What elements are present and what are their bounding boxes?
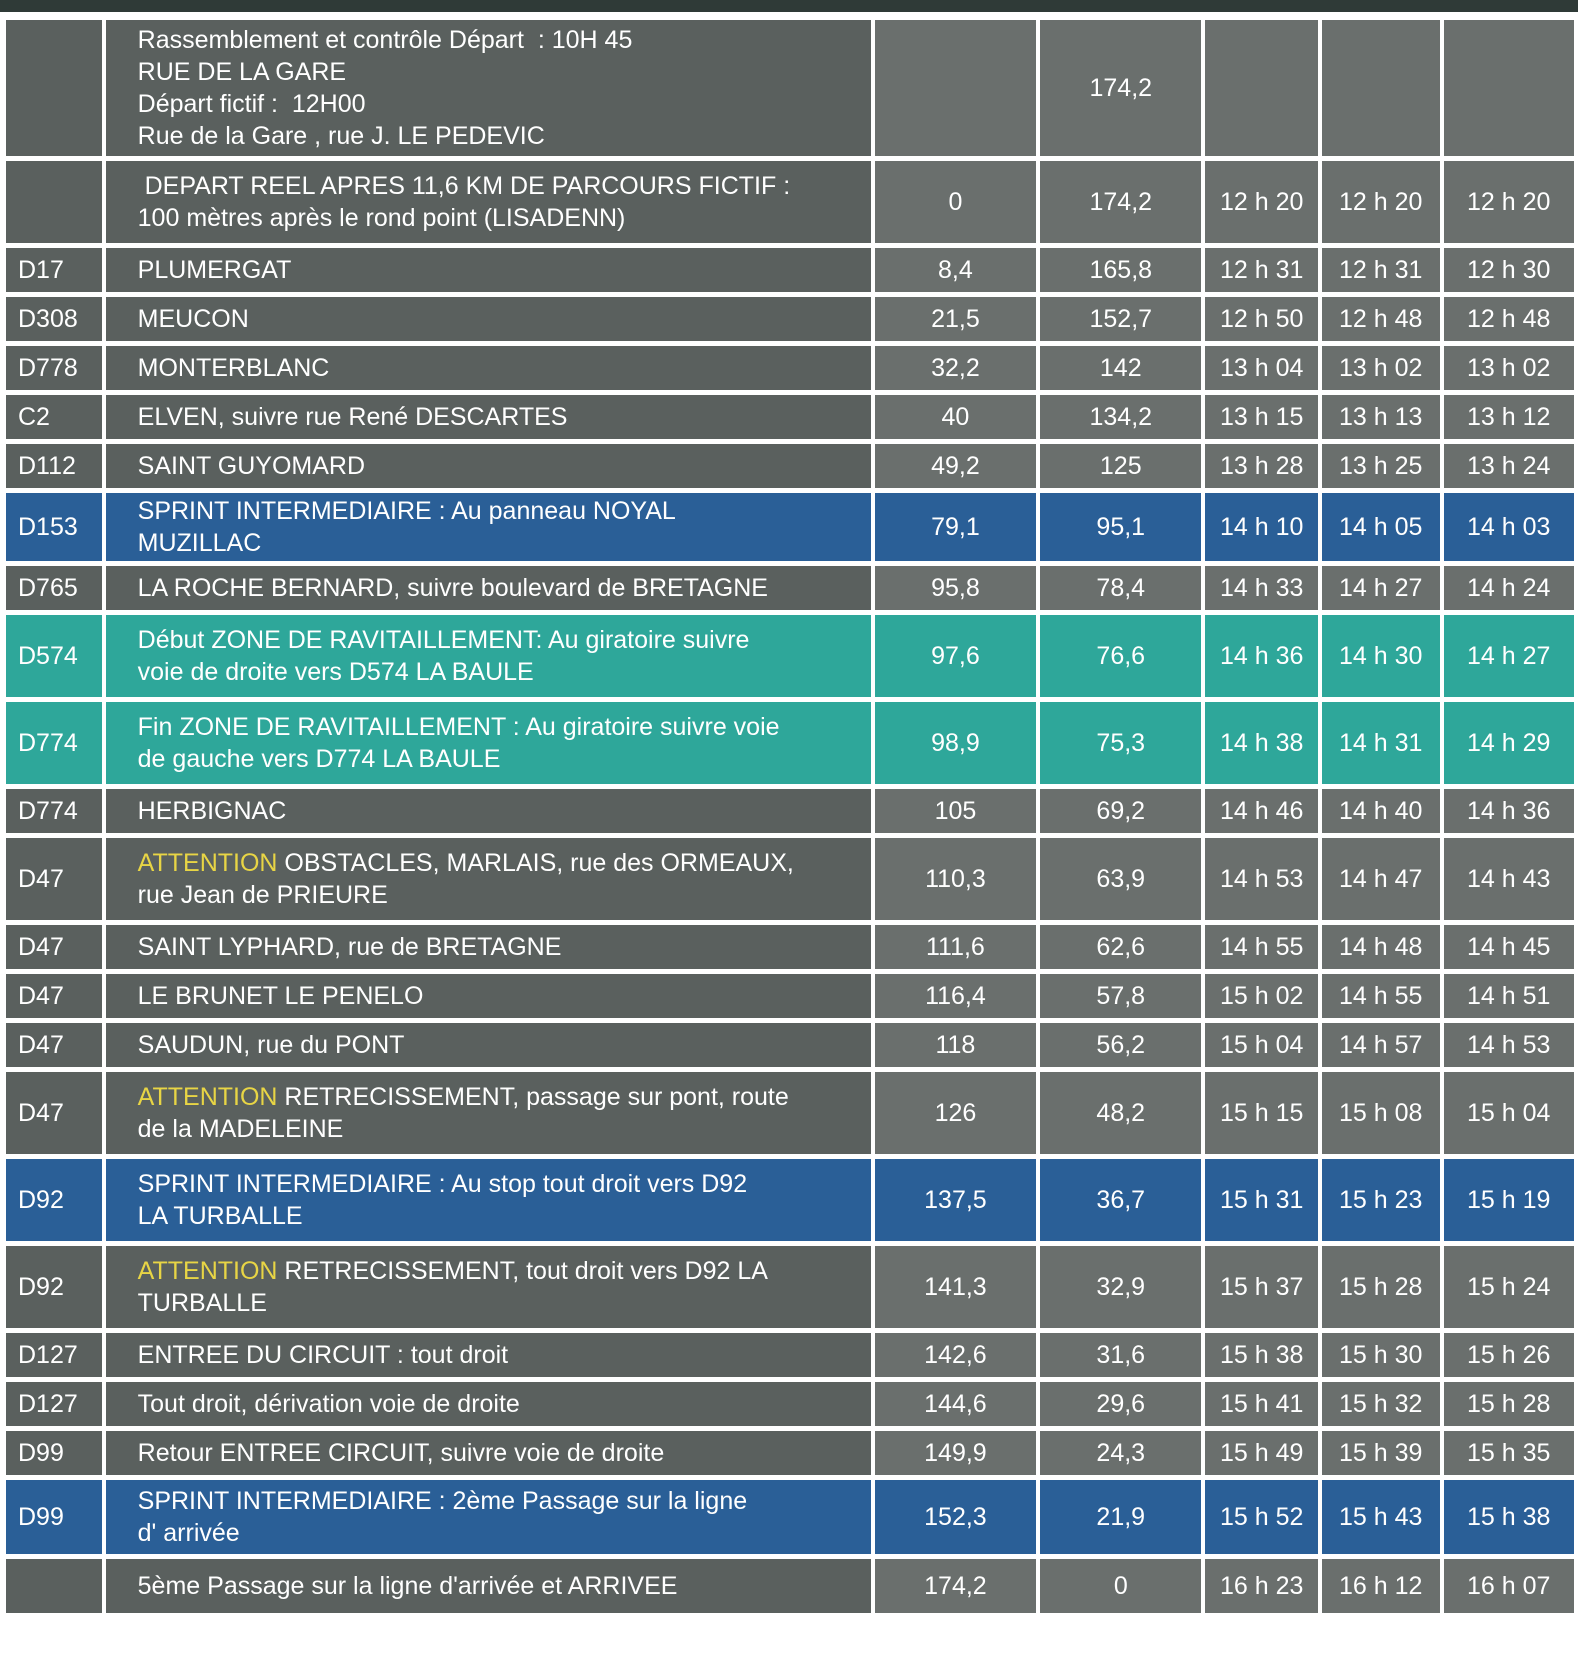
- description-line: RUE DE LA GARE: [137, 58, 347, 86]
- distance-remaining-cell: 78,4: [1040, 566, 1201, 610]
- description-line: Départ fictif : 12H00: [137, 90, 366, 118]
- time-cell-fast: 13 h 28: [1205, 444, 1318, 488]
- description-line: MONTERBLANC: [137, 354, 330, 382]
- time-cell-medium: 14 h 48: [1322, 925, 1440, 969]
- distance-remaining-cell: 75,3: [1040, 702, 1201, 784]
- table-row: [6, 1023, 1574, 1067]
- time-cell-fast: 14 h 38: [1205, 702, 1318, 784]
- road-code-cell: D47: [6, 974, 102, 1018]
- route-description-cell: [106, 1382, 871, 1426]
- time-cell-fast: 15 h 37: [1205, 1246, 1318, 1328]
- route-description-cell: [106, 974, 871, 1018]
- distance-covered-cell: 32,2: [875, 346, 1036, 390]
- road-code-cell: D47: [6, 838, 102, 920]
- distance-covered-cell: 144,6: [875, 1382, 1036, 1426]
- distance-remaining-cell: 0: [1040, 1559, 1201, 1613]
- time-cell-medium: 14 h 30: [1322, 615, 1440, 697]
- distance-remaining-cell: 165,8: [1040, 248, 1201, 292]
- distance-remaining-cell: 24,3: [1040, 1431, 1201, 1475]
- time-cell-fast: 13 h 15: [1205, 395, 1318, 439]
- road-code-cell: D774: [6, 789, 102, 833]
- description-line: Rassemblement et contrôle Départ : 10H 45: [137, 26, 633, 54]
- time-cell-fast: 16 h 23: [1205, 1559, 1318, 1613]
- time-cell-fast: 14 h 46: [1205, 789, 1318, 833]
- distance-covered-cell: 152,3: [875, 1480, 1036, 1554]
- table-row: [6, 20, 1574, 156]
- table-row: [6, 925, 1574, 969]
- road-code-cell: D765: [6, 566, 102, 610]
- time-cell-medium: 15 h 39: [1322, 1431, 1440, 1475]
- description-line: ATTENTION OBSTACLES, MARLAIS, rue des ORMEAUX,: [137, 849, 794, 877]
- time-cell-fast: 14 h 36: [1205, 615, 1318, 697]
- table-row: [6, 1159, 1574, 1241]
- road-code-cell: D574: [6, 615, 102, 697]
- road-code-cell: D92: [6, 1246, 102, 1328]
- time-cell-fast: 15 h 41: [1205, 1382, 1318, 1426]
- description-line: rue Jean de PRIEURE: [137, 881, 388, 909]
- time-cell-medium: 15 h 08: [1322, 1072, 1440, 1154]
- route-description-cell: [106, 1431, 871, 1475]
- time-cell-fast: 15 h 15: [1205, 1072, 1318, 1154]
- table-row: [6, 444, 1574, 488]
- route-description-cell: [106, 346, 871, 390]
- table-row: [6, 248, 1574, 292]
- description-line: SPRINT INTERMEDIAIRE : Au panneau NOYAL: [137, 497, 676, 525]
- table-row: [6, 1431, 1574, 1475]
- route-description-cell: [106, 1159, 871, 1241]
- table-row: [6, 789, 1574, 833]
- distance-remaining-cell: 57,8: [1040, 974, 1201, 1018]
- route-description-cell: [106, 1480, 871, 1554]
- road-code-cell: [6, 1559, 102, 1613]
- distance-remaining-cell: 63,9: [1040, 838, 1201, 920]
- distance-remaining-cell: 95,1: [1040, 493, 1201, 561]
- description-line: MUZILLAC: [137, 529, 262, 557]
- description-line: ENTREE DU CIRCUIT : tout droit: [137, 1341, 509, 1369]
- route-description-cell: [106, 444, 871, 488]
- warning-label: ATTENTION: [137, 1083, 278, 1111]
- time-cell-medium: 13 h 13: [1322, 395, 1440, 439]
- description-line: LA ROCHE BERNARD, suivre boulevard de BRETAGNE: [137, 574, 768, 602]
- table-row: [6, 838, 1574, 920]
- route-description-cell: [106, 493, 871, 561]
- route-description-cell: [106, 1023, 871, 1067]
- time-cell-medium: 15 h 28: [1322, 1246, 1440, 1328]
- distance-covered-cell: 126: [875, 1072, 1036, 1154]
- distance-covered-cell: 0: [875, 161, 1036, 243]
- time-cell-fast: [1205, 20, 1318, 156]
- time-cell-slow: 15 h 26: [1444, 1333, 1574, 1377]
- table-row: [6, 1072, 1574, 1154]
- road-code-cell: D99: [6, 1480, 102, 1554]
- road-code-cell: D99: [6, 1431, 102, 1475]
- table-row: [6, 1382, 1574, 1426]
- distance-remaining-cell: 69,2: [1040, 789, 1201, 833]
- distance-covered-cell: 95,8: [875, 566, 1036, 610]
- time-cell-fast: 12 h 31: [1205, 248, 1318, 292]
- time-cell-slow: [1444, 20, 1574, 156]
- time-cell-medium: 13 h 25: [1322, 444, 1440, 488]
- time-cell-medium: 14 h 05: [1322, 493, 1440, 561]
- time-cell-slow: 12 h 20: [1444, 161, 1574, 243]
- time-cell-medium: 14 h 57: [1322, 1023, 1440, 1067]
- time-cell-fast: 15 h 02: [1205, 974, 1318, 1018]
- description-line: SAINT GUYOMARD: [137, 452, 365, 480]
- road-code-cell: D127: [6, 1382, 102, 1426]
- route-description-cell: [106, 789, 871, 833]
- distance-remaining-cell: 134,2: [1040, 395, 1201, 439]
- distance-remaining-cell: 76,6: [1040, 615, 1201, 697]
- description-line: d' arrivée: [137, 1519, 240, 1547]
- table-row: [6, 1480, 1574, 1554]
- route-description-cell: [106, 1559, 871, 1613]
- description-line: Rue de la Gare , rue J. LE PEDEVIC: [137, 122, 545, 150]
- route-description-cell: [106, 161, 871, 243]
- time-cell-fast: 12 h 50: [1205, 297, 1318, 341]
- description-line: Début ZONE DE RAVITAILLEMENT: Au giratoire suivre: [137, 626, 750, 654]
- description-line: LE BRUNET LE PENELO: [137, 982, 424, 1010]
- distance-covered-cell: 110,3: [875, 838, 1036, 920]
- table-row: [6, 1559, 1574, 1613]
- time-cell-slow: 13 h 12: [1444, 395, 1574, 439]
- description-line: 5ème Passage sur la ligne d'arrivée et ARRIVEE: [137, 1572, 678, 1600]
- distance-covered-cell: [875, 20, 1036, 156]
- table-row: [6, 1246, 1574, 1328]
- distance-remaining-cell: 174,2: [1040, 20, 1201, 156]
- road-code-cell: [6, 161, 102, 243]
- time-cell-slow: 13 h 24: [1444, 444, 1574, 488]
- route-description-cell: [106, 1072, 871, 1154]
- description-line: SAINT LYPHARD, rue de BRETAGNE: [137, 933, 562, 961]
- time-cell-medium: 14 h 55: [1322, 974, 1440, 1018]
- route-description-cell: [106, 566, 871, 610]
- description-line: SPRINT INTERMEDIAIRE : Au stop tout droit vers D92: [137, 1170, 748, 1198]
- description-line: Fin ZONE DE RAVITAILLEMENT : Au giratoire suivre voie: [137, 713, 780, 741]
- description-line: LA TURBALLE: [137, 1202, 303, 1230]
- description-line: 100 mètres après le rond point (LISADENN): [137, 204, 626, 232]
- time-cell-medium: 14 h 27: [1322, 566, 1440, 610]
- table-row: [6, 493, 1574, 561]
- time-cell-slow: 15 h 04: [1444, 1072, 1574, 1154]
- time-cell-medium: 16 h 12: [1322, 1559, 1440, 1613]
- description-line: DEPART REEL APRES 11,6 KM DE PARCOURS FICTIF :: [137, 172, 791, 200]
- time-cell-medium: 14 h 47: [1322, 838, 1440, 920]
- road-code-cell: D47: [6, 1023, 102, 1067]
- itinerary-table: [6, 20, 1574, 1618]
- table-row: [6, 615, 1574, 697]
- time-cell-medium: 15 h 23: [1322, 1159, 1440, 1241]
- time-cell-fast: 14 h 55: [1205, 925, 1318, 969]
- time-cell-fast: 14 h 33: [1205, 566, 1318, 610]
- route-description-cell: [106, 702, 871, 784]
- description-line: PLUMERGAT: [137, 256, 292, 284]
- distance-covered-cell: 137,5: [875, 1159, 1036, 1241]
- time-cell-fast: 15 h 52: [1205, 1480, 1318, 1554]
- time-cell-medium: 12 h 48: [1322, 297, 1440, 341]
- table-row: [6, 297, 1574, 341]
- route-description-cell: [106, 615, 871, 697]
- warning-label: ATTENTION: [137, 849, 278, 877]
- distance-covered-cell: 8,4: [875, 248, 1036, 292]
- time-cell-slow: 14 h 53: [1444, 1023, 1574, 1067]
- distance-covered-cell: 79,1: [875, 493, 1036, 561]
- time-cell-slow: 16 h 07: [1444, 1559, 1574, 1613]
- time-cell-medium: 15 h 30: [1322, 1333, 1440, 1377]
- distance-remaining-cell: 174,2: [1040, 161, 1201, 243]
- description-line: de gauche vers D774 LA BAULE: [137, 745, 501, 773]
- route-description-cell: [106, 20, 871, 156]
- description-line: TURBALLE: [137, 1289, 267, 1317]
- time-cell-slow: 14 h 03: [1444, 493, 1574, 561]
- time-cell-fast: 14 h 53: [1205, 838, 1318, 920]
- time-cell-slow: 14 h 51: [1444, 974, 1574, 1018]
- road-code-cell: D153: [6, 493, 102, 561]
- distance-remaining-cell: 56,2: [1040, 1023, 1201, 1067]
- table-row: [6, 346, 1574, 390]
- time-cell-fast: 15 h 49: [1205, 1431, 1318, 1475]
- road-code-cell: D127: [6, 1333, 102, 1377]
- time-cell-slow: 15 h 24: [1444, 1246, 1574, 1328]
- time-cell-slow: 14 h 36: [1444, 789, 1574, 833]
- time-cell-medium: 15 h 32: [1322, 1382, 1440, 1426]
- time-cell-slow: 15 h 38: [1444, 1480, 1574, 1554]
- road-code-cell: D778: [6, 346, 102, 390]
- description-line: de la MADELEINE: [137, 1115, 344, 1143]
- distance-covered-cell: 174,2: [875, 1559, 1036, 1613]
- distance-covered-cell: 98,9: [875, 702, 1036, 784]
- time-cell-slow: 14 h 24: [1444, 566, 1574, 610]
- distance-covered-cell: 142,6: [875, 1333, 1036, 1377]
- distance-remaining-cell: 31,6: [1040, 1333, 1201, 1377]
- route-description-cell: [106, 395, 871, 439]
- description-line: ATTENTION RETRECISSEMENT, passage sur pont, route: [137, 1083, 789, 1111]
- distance-covered-cell: 116,4: [875, 974, 1036, 1018]
- time-cell-medium: 13 h 02: [1322, 346, 1440, 390]
- route-description-cell: [106, 248, 871, 292]
- description-line: SAUDUN, rue du PONT: [137, 1031, 405, 1059]
- time-cell-medium: 15 h 43: [1322, 1480, 1440, 1554]
- road-code-cell: [6, 20, 102, 156]
- distance-covered-cell: 141,3: [875, 1246, 1036, 1328]
- route-description-cell: [106, 1246, 871, 1328]
- table-row: [6, 395, 1574, 439]
- time-cell-fast: 15 h 31: [1205, 1159, 1318, 1241]
- description-line: voie de droite vers D574 LA BAULE: [137, 658, 534, 686]
- road-code-cell: D47: [6, 925, 102, 969]
- route-description-cell: [106, 297, 871, 341]
- time-cell-slow: 14 h 45: [1444, 925, 1574, 969]
- time-cell-slow: 12 h 48: [1444, 297, 1574, 341]
- table-row: [6, 161, 1574, 243]
- time-cell-fast: 12 h 20: [1205, 161, 1318, 243]
- distance-remaining-cell: 48,2: [1040, 1072, 1201, 1154]
- table-row: [6, 1333, 1574, 1377]
- time-cell-medium: 12 h 31: [1322, 248, 1440, 292]
- distance-covered-cell: 40: [875, 395, 1036, 439]
- time-cell-medium: [1322, 20, 1440, 156]
- time-cell-medium: 14 h 31: [1322, 702, 1440, 784]
- distance-covered-cell: 21,5: [875, 297, 1036, 341]
- distance-covered-cell: 49,2: [875, 444, 1036, 488]
- distance-remaining-cell: 36,7: [1040, 1159, 1201, 1241]
- distance-remaining-cell: 29,6: [1040, 1382, 1201, 1426]
- road-code-cell: D774: [6, 702, 102, 784]
- time-cell-slow: 15 h 28: [1444, 1382, 1574, 1426]
- route-description-cell: [106, 838, 871, 920]
- time-cell-slow: 14 h 29: [1444, 702, 1574, 784]
- distance-remaining-cell: 62,6: [1040, 925, 1201, 969]
- time-cell-slow: 13 h 02: [1444, 346, 1574, 390]
- time-cell-medium: 14 h 40: [1322, 789, 1440, 833]
- header-bar: [0, 0, 1578, 12]
- distance-remaining-cell: 125: [1040, 444, 1201, 488]
- road-code-cell: D47: [6, 1072, 102, 1154]
- description-line: ELVEN, suivre rue René DESCARTES: [137, 403, 568, 431]
- description-line: HERBIGNAC: [137, 797, 287, 825]
- time-cell-slow: 12 h 30: [1444, 248, 1574, 292]
- time-cell-fast: 13 h 04: [1205, 346, 1318, 390]
- distance-covered-cell: 149,9: [875, 1431, 1036, 1475]
- distance-covered-cell: 118: [875, 1023, 1036, 1067]
- distance-covered-cell: 97,6: [875, 615, 1036, 697]
- road-code-cell: D17: [6, 248, 102, 292]
- time-cell-slow: 14 h 43: [1444, 838, 1574, 920]
- distance-remaining-cell: 142: [1040, 346, 1201, 390]
- distance-remaining-cell: 152,7: [1040, 297, 1201, 341]
- time-cell-slow: 15 h 35: [1444, 1431, 1574, 1475]
- description-line: ATTENTION RETRECISSEMENT, tout droit vers D92 LA: [137, 1257, 768, 1285]
- time-cell-slow: 15 h 19: [1444, 1159, 1574, 1241]
- road-code-cell: C2: [6, 395, 102, 439]
- distance-remaining-cell: 21,9: [1040, 1480, 1201, 1554]
- table-row: [6, 974, 1574, 1018]
- time-cell-fast: 15 h 38: [1205, 1333, 1318, 1377]
- table-row: [6, 566, 1574, 610]
- time-cell-fast: 14 h 10: [1205, 493, 1318, 561]
- time-cell-slow: 14 h 27: [1444, 615, 1574, 697]
- road-code-cell: D92: [6, 1159, 102, 1241]
- distance-covered-cell: 111,6: [875, 925, 1036, 969]
- description-line: Tout droit, dérivation voie de droite: [137, 1390, 520, 1418]
- description-line: SPRINT INTERMEDIAIRE : 2ème Passage sur la ligne: [137, 1487, 748, 1515]
- warning-label: ATTENTION: [137, 1257, 278, 1285]
- table-row: [6, 702, 1574, 784]
- description-line: MEUCON: [137, 305, 249, 333]
- distance-covered-cell: 105: [875, 789, 1036, 833]
- road-code-cell: D308: [6, 297, 102, 341]
- route-description-cell: [106, 925, 871, 969]
- distance-remaining-cell: 32,9: [1040, 1246, 1201, 1328]
- route-description-cell: [106, 1333, 871, 1377]
- road-code-cell: D112: [6, 444, 102, 488]
- description-line: Retour ENTREE CIRCUIT, suivre voie de droite: [137, 1439, 665, 1467]
- time-cell-medium: 12 h 20: [1322, 161, 1440, 243]
- time-cell-fast: 15 h 04: [1205, 1023, 1318, 1067]
